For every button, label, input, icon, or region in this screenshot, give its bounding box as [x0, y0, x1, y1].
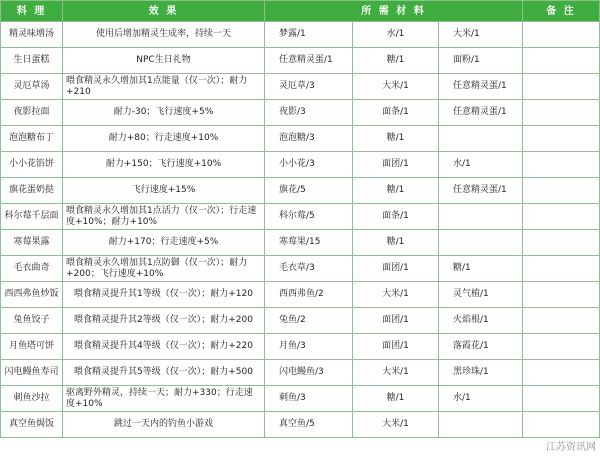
table-row: [1, 334, 600, 360]
table-row: [1, 126, 600, 152]
table-row: [1, 48, 600, 74]
dish-name: 兔鱼饺子: [1, 308, 63, 334]
dish-effect: 喂食精灵提升其5等级（仅一次）；耐力+500: [63, 360, 265, 386]
material-1: 月鱼/3: [265, 334, 353, 360]
material-1: 灵厄草/3: [265, 74, 353, 100]
table-row: [1, 204, 600, 230]
material-2: 面团/1: [353, 308, 439, 334]
dish-note: [523, 256, 600, 282]
dish-name: 真空鱼焗饭: [1, 412, 63, 438]
table-row: [1, 308, 600, 334]
material-1: 夜影/3: [265, 100, 353, 126]
material-3: 黑珍珠/1: [439, 360, 523, 386]
dish-note: [523, 204, 600, 230]
dish-note: [523, 230, 600, 256]
dish-effect: 喂食精灵提升其4等级（仅一次）；耐力+220: [63, 334, 265, 360]
material-3: [439, 230, 523, 256]
dish-effect: 耐力-30；飞行速度+5%: [63, 100, 265, 126]
dish-effect: 喂食精灵永久增加其1点防御（仅一次）；耐力+200；飞行速度+10%: [63, 256, 265, 282]
material-3: [439, 204, 523, 230]
dish-effect: 跳过一天内的钓鱼小游戏: [63, 412, 265, 438]
dish-effect: 喂食精灵永久增加其1点活力（仅一次）；行走速度+10%；耐力+10%: [63, 204, 265, 230]
dish-name: 夜影拉面: [1, 100, 63, 126]
dish-note: [523, 334, 600, 360]
material-1: 梦露/1: [265, 22, 353, 48]
table-header-row: [1, 1, 600, 22]
material-1: 旗花/5: [265, 178, 353, 204]
material-3: [439, 126, 523, 152]
table-row: [1, 22, 600, 48]
material-1: 兔鱼/2: [265, 308, 353, 334]
material-2: 水/1: [353, 22, 439, 48]
material-2: 大米/1: [353, 360, 439, 386]
dish-note: [523, 308, 600, 334]
dish-note: [523, 74, 600, 100]
header-materials: 所 需 材 料: [265, 1, 523, 22]
dish-name: 寒莓果露: [1, 230, 63, 256]
material-1: 科尔莓/5: [265, 204, 353, 230]
dish-effect: 喂食精灵永久增加其1点能量（仅一次）；耐力+210: [63, 74, 265, 100]
material-1: 泡泡糖/3: [265, 126, 353, 152]
material-2: 大米/1: [353, 412, 439, 438]
material-2: 面团/1: [353, 152, 439, 178]
dish-effect: 喂食精灵提升其1等级（仅一次）；耐力+120: [63, 282, 265, 308]
dish-name: 西西弗鱼炒饭: [1, 282, 63, 308]
dish-note: [523, 412, 600, 438]
dish-effect: NPC生日礼物: [63, 48, 265, 74]
material-2: 面条/1: [353, 204, 439, 230]
dish-note: [523, 152, 600, 178]
table-row: [1, 100, 600, 126]
material-1: 闪电鳗鱼/3: [265, 360, 353, 386]
dish-name: 毛衣曲奇: [1, 256, 63, 282]
material-2: 糖/1: [353, 126, 439, 152]
table-row: [1, 282, 600, 308]
material-1: 刺鱼/3: [265, 386, 353, 412]
material-3: 火焰根/1: [439, 308, 523, 334]
material-2: 大米/1: [353, 74, 439, 100]
dish-effect: 耐力+80；行走速度+10%: [63, 126, 265, 152]
dish-note: [523, 282, 600, 308]
material-1: 寒莓果/15: [265, 230, 353, 256]
dish-note: [523, 178, 600, 204]
dish-name: 小小花馅饼: [1, 152, 63, 178]
table-row: [1, 152, 600, 178]
material-3: 任意精灵蛋/1: [439, 74, 523, 100]
material-1: 真空鱼/5: [265, 412, 353, 438]
material-3: 水/1: [439, 152, 523, 178]
dish-effect: 驱离野外精灵，持续一天；耐力+330；行走速度+10%: [63, 386, 265, 412]
dish-note: [523, 360, 600, 386]
dish-name: 精灵味增汤: [1, 22, 63, 48]
table-row: [1, 412, 600, 438]
dish-effect: 喂食精灵提升其2等级（仅一次）；耐力+200: [63, 308, 265, 334]
table-row: [1, 178, 600, 204]
dish-note: [523, 100, 600, 126]
material-2: 糖/1: [353, 386, 439, 412]
dish-note: [523, 126, 600, 152]
table-row: [1, 230, 600, 256]
dish-name: 闪电鳗鱼寿司: [1, 360, 63, 386]
material-3: [439, 412, 523, 438]
watermark: 江苏资讯网: [546, 442, 596, 453]
dish-name: 月鱼塔可饼: [1, 334, 63, 360]
material-2: 面团/1: [353, 256, 439, 282]
dish-note: [523, 22, 600, 48]
material-1: 毛衣草/3: [265, 256, 353, 282]
dish-name: 科尔莓千层面: [1, 204, 63, 230]
header-effect: 效 果: [63, 1, 265, 22]
material-2: 大米/1: [353, 282, 439, 308]
material-1: 任意精灵蛋/1: [265, 48, 353, 74]
dish-effect: 耐力+150；飞行速度+10%: [63, 152, 265, 178]
dish-effect: 耐力+170；行走速度+5%: [63, 230, 265, 256]
table-row: [1, 256, 600, 282]
material-2: 面条/1: [353, 100, 439, 126]
material-2: 面团/1: [353, 334, 439, 360]
material-3: 糖/1: [439, 256, 523, 282]
dish-name: 刺鱼沙拉: [1, 386, 63, 412]
material-3: 任意精灵蛋/1: [439, 100, 523, 126]
material-3: 落霞花/1: [439, 334, 523, 360]
dish-name: 灵厄草汤: [1, 74, 63, 100]
material-3: 任意精灵蛋/1: [439, 178, 523, 204]
material-3: 大米/1: [439, 22, 523, 48]
table-row: [1, 360, 600, 386]
dish-name: 泡泡糖布丁: [1, 126, 63, 152]
dish-name: 生日蛋糕: [1, 48, 63, 74]
material-2: 糖/1: [353, 230, 439, 256]
material-3: 面粉/1: [439, 48, 523, 74]
header-notes: 备 注: [523, 1, 600, 22]
table-row: [1, 74, 600, 100]
dish-effect: 使用后增加精灵生成率，持续一天: [63, 22, 265, 48]
material-2: 糖/1: [353, 48, 439, 74]
dish-effect: 飞行速度+15%: [63, 178, 265, 204]
material-1: 小小花/3: [265, 152, 353, 178]
material-2: 糖/1: [353, 178, 439, 204]
table-row: [1, 386, 600, 412]
dish-note: [523, 386, 600, 412]
material-1: 西西弗鱼/2: [265, 282, 353, 308]
dish-note: [523, 48, 600, 74]
material-3: 灵气植/1: [439, 282, 523, 308]
dish-name: 旗花蛋奶挞: [1, 178, 63, 204]
header-dish: 料 理: [1, 1, 63, 22]
material-3: 水/1: [439, 386, 523, 412]
